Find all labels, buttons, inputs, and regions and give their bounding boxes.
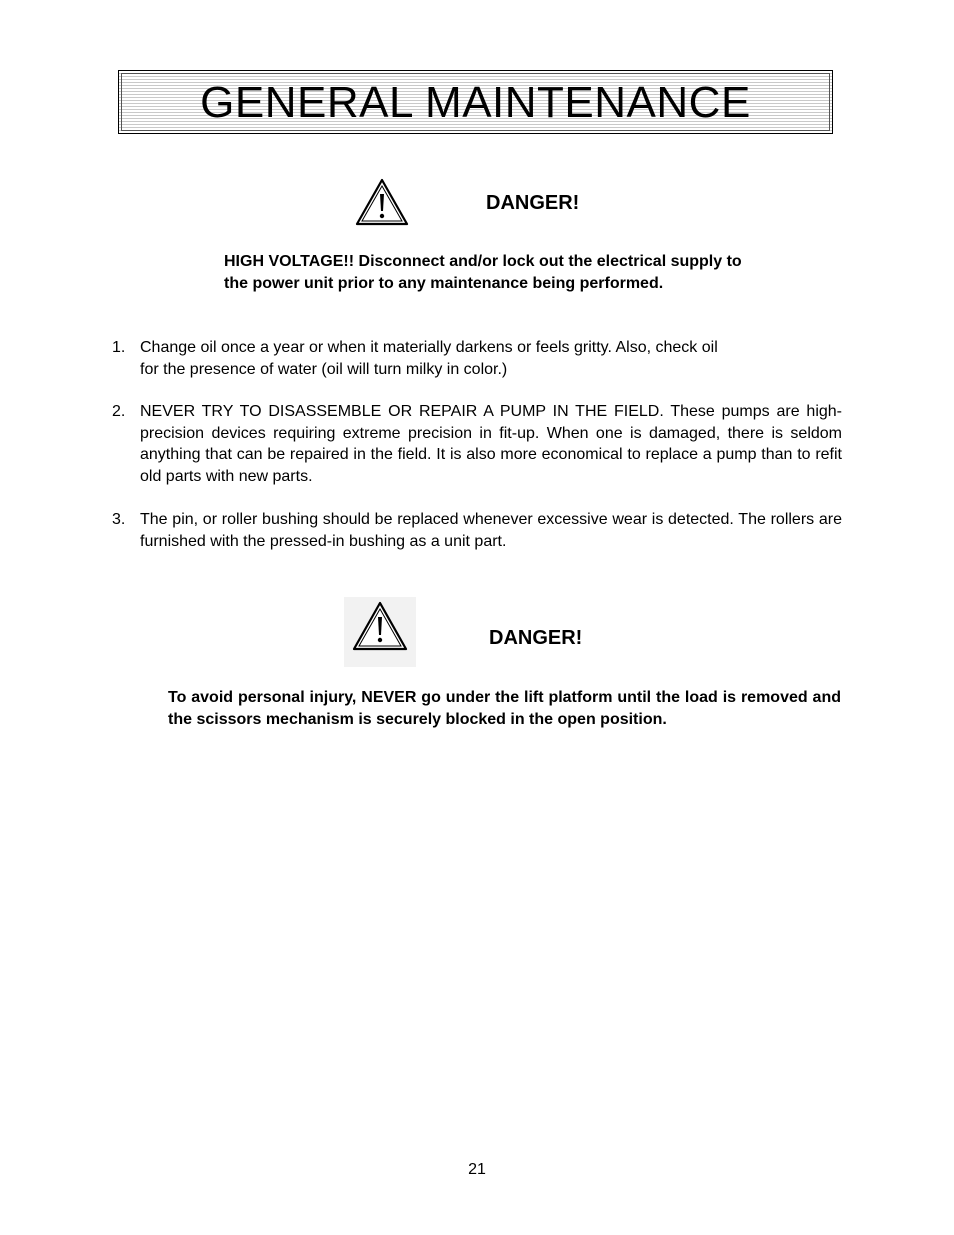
warning-line: HIGH VOLTAGE!! Disconnect and/or lock out the electrical supply to [224, 253, 742, 270]
list-item [112, 401, 842, 487]
list-number: 2. [112, 403, 126, 420]
list-text: NEVER TRY TO DISASSEMBLE OR REPAIR A PUMP IN THE FIELD. These pumps are high-precision devices requiring extreme precision in fit-up. When one is damaged, there is seldom anything that can be repaired in the field. It is also more economical to replace a pump than to refit old parts with new parts. [140, 403, 842, 485]
danger-label: DANGER! [486, 192, 580, 214]
page-title: GENERAL MAINTENANCE [200, 78, 751, 127]
warning-triangle-icon [344, 597, 416, 667]
danger-label: DANGER! [489, 627, 583, 649]
title-banner [118, 70, 833, 134]
warning-line: the power unit prior to any maintenance being performed. [224, 274, 664, 292]
warning-triangle-icon [354, 177, 410, 227]
list-number: 3. [112, 511, 126, 528]
personal-injury-warning: To avoid personal injury, NEVER go under the lift platform until the load is removed and the scissors mechanism is securely blocked in the open position. [168, 689, 841, 728]
list-text-line: for the presence of water (oil will turn milky in color.) [140, 360, 508, 378]
high-voltage-warning [224, 251, 844, 294]
list-number: 1. [112, 339, 126, 356]
list-item [112, 509, 842, 552]
list-item [112, 337, 842, 380]
page-number: 21 [468, 1161, 486, 1178]
list-text-line: Change oil once a year or when it materially darkens or feels gritty. Also, check oil [140, 339, 718, 356]
list-text: The pin, or roller bushing should be replaced whenever excessive wear is detected. The rollers are furnished with the pressed-in bushing as a unit part. [140, 511, 842, 550]
